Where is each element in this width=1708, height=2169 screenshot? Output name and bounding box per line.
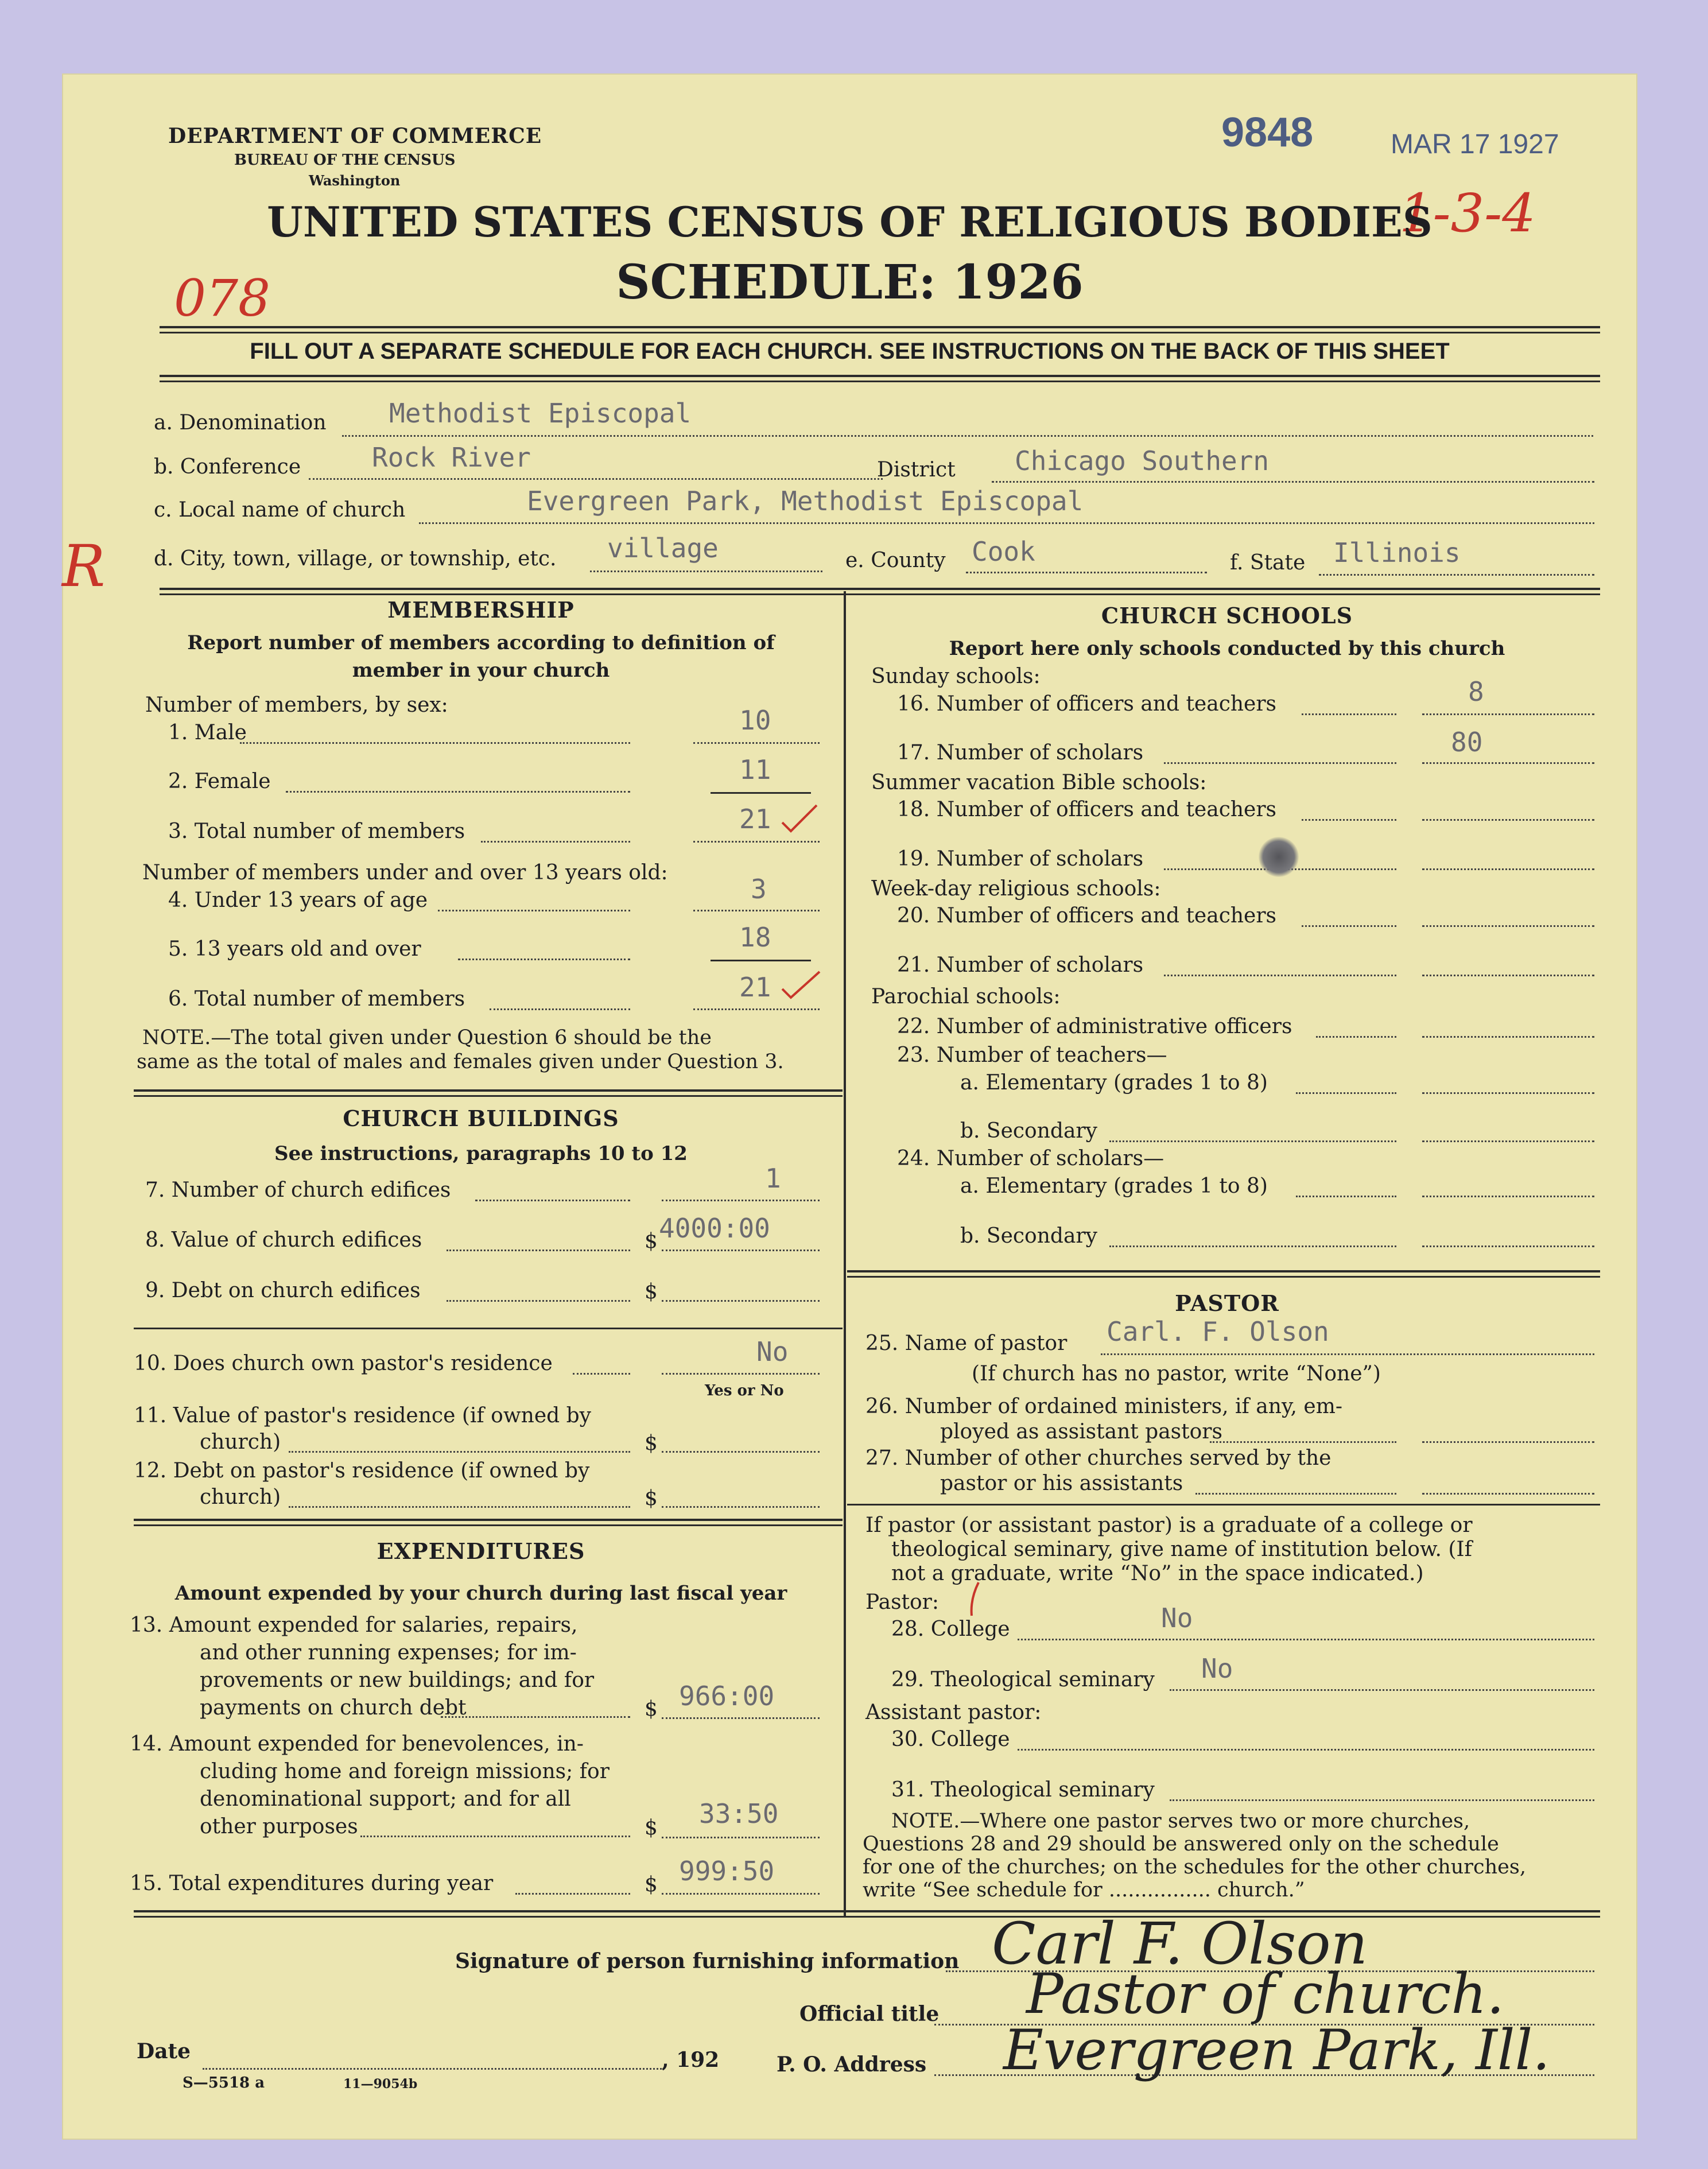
q16-dots <box>1302 713 1396 715</box>
q2-underline <box>711 792 811 794</box>
denomination-value[interactable]: Methodist Episcopal <box>389 398 692 429</box>
q9-rule <box>134 1328 843 1329</box>
q11-dollar: $ <box>645 1431 658 1455</box>
q14-line2: cluding home and foreign missions; for <box>200 1760 610 1783</box>
schools-sub: Report here only schools conducted by this church <box>949 637 1505 660</box>
q11-line <box>662 1451 820 1453</box>
denomination-line <box>342 435 1593 437</box>
q31-line <box>1170 1799 1594 1801</box>
q14-line3: denominational support; and for all <box>200 1787 571 1811</box>
official-title-label: Official title <box>799 2002 940 2026</box>
margin-r-mark: R <box>62 533 106 600</box>
q13-line3: provements or new buildings; and for <box>200 1669 595 1692</box>
q5-dots <box>458 959 630 960</box>
members-by-sex: Number of members, by sex: <box>145 693 448 717</box>
q11-dots <box>289 1451 630 1453</box>
q12-label-line1: 12. Debt on pastor's residence (if owned by <box>134 1459 590 1483</box>
graduate-note-line3: not a graduate, write “No” in the space indicated.) <box>891 1562 1424 1585</box>
q13-value[interactable]: 966:00 <box>679 1681 775 1712</box>
po-address-value[interactable]: Evergreen Park, Ill. <box>1003 2018 1550 2082</box>
city-type-value[interactable]: village <box>607 533 719 564</box>
q27-label-line1: 27. Number of other churches served by the <box>865 1446 1332 1470</box>
q12-dots <box>289 1506 630 1508</box>
q24b-label: b. Secondary <box>960 1224 1097 1248</box>
q14-value[interactable]: 33:50 <box>699 1798 779 1829</box>
state-value[interactable]: Illinois <box>1333 537 1461 568</box>
q2-value[interactable]: 11 <box>739 754 771 785</box>
bureau-label: BUREAU OF THE CENSUS <box>234 152 456 169</box>
q23b-line <box>1422 1140 1594 1142</box>
q13-line2: and other running expenses; for im- <box>200 1641 577 1664</box>
footer-rule <box>134 1910 1600 1918</box>
q8-line <box>662 1250 820 1251</box>
signature-label: Signature of person furnishing information <box>455 1949 960 1973</box>
q25-line <box>1101 1353 1594 1355</box>
q10-line <box>662 1373 820 1375</box>
q13-line4: payments on church debt <box>200 1696 467 1720</box>
q5-value[interactable]: 18 <box>739 922 771 953</box>
q22-dots <box>1316 1036 1396 1038</box>
q17-line <box>1422 762 1594 764</box>
graduate-note-line1: If pastor (or assistant pastor) is a graduate of a college or <box>865 1514 1473 1537</box>
q26-label-line2: ployed as assistant pastors <box>940 1420 1222 1444</box>
department-label: DEPARTMENT OF COMMERCE <box>168 124 542 148</box>
q7-line <box>662 1200 820 1201</box>
denomination-label: a. Denomination <box>154 411 327 434</box>
q2-dots <box>286 791 630 793</box>
pastor-sub-label: Pastor: <box>865 1590 940 1614</box>
instruction-line: FILL OUT A SEPARATE SCHEDULE FOR EACH CHURCH. SEE INSTRUCTIONS ON THE BACK OF THIS SHEET <box>250 339 1450 364</box>
q24a-dots <box>1296 1196 1396 1197</box>
q26-label-line1: 26. Number of ordained ministers, if any, em- <box>865 1395 1342 1418</box>
q9-line <box>662 1300 820 1302</box>
schedule-title: SCHEDULE: 1926 <box>616 255 1084 310</box>
q23a-line <box>1422 1092 1594 1094</box>
membership-heading: MEMBERSHIP <box>387 597 574 623</box>
q4-value[interactable]: 3 <box>751 874 767 905</box>
q20-line <box>1422 925 1594 927</box>
q7-label: 7. Number of church edifices <box>145 1178 451 1202</box>
q25-note: (If church has no pastor, write “None”) <box>972 1362 1381 1386</box>
q28-value[interactable]: No <box>1161 1603 1193 1633</box>
column-divider <box>844 591 846 1917</box>
assistant-pastor-label: Assistant pastor: <box>865 1701 1042 1724</box>
q25-label: 25. Name of pastor <box>865 1332 1068 1355</box>
conference-line <box>309 478 883 480</box>
q1-value[interactable]: 10 <box>739 705 771 736</box>
q14-line1: 14. Amount expended for benevolences, in- <box>130 1732 584 1756</box>
county-value[interactable]: Cook <box>972 536 1035 567</box>
district-label: District <box>877 458 956 482</box>
pastor-rule <box>847 1504 1600 1506</box>
q27-line <box>1422 1493 1594 1495</box>
q11-label-line2: church) <box>200 1430 281 1454</box>
q4-label: 4. Under 13 years of age <box>168 888 428 912</box>
q21-label: 21. Number of scholars <box>897 953 1144 977</box>
q6-label: 6. Total number of members <box>168 987 465 1011</box>
district-value[interactable]: Chicago Southern <box>1015 445 1270 476</box>
q24a-label: a. Elementary (grades 1 to 8) <box>960 1174 1268 1198</box>
q29-value[interactable]: No <box>1201 1653 1233 1684</box>
pastor-heading: PASTOR <box>1175 1290 1279 1316</box>
expenditures-sub: Amount expended by your church during last fiscal year <box>174 1582 787 1605</box>
membership-sub2: member in your church <box>352 659 610 682</box>
buildings-sub: See instructions, paragraphs 10 to 12 <box>274 1142 688 1165</box>
schools-rule <box>847 1270 1600 1278</box>
q9-label: 9. Debt on church edifices <box>145 1279 421 1302</box>
church-name-value[interactable]: Evergreen Park, Methodist Episcopal <box>527 486 1084 517</box>
q14-line4: other purposes <box>200 1815 358 1838</box>
q8-dollar: $ <box>645 1229 658 1253</box>
q29-line <box>1170 1689 1594 1691</box>
city-label: Washington <box>309 172 401 189</box>
q21-dots <box>1164 975 1396 976</box>
signature-value[interactable]: Carl F. Olson <box>992 1910 1368 1977</box>
city-type-label: d. City, town, village, or township, etc. <box>154 547 557 571</box>
q23-label: 23. Number of teachers— <box>897 1043 1167 1067</box>
q18-label: 18. Number of officers and teachers <box>897 798 1277 821</box>
q12-line <box>662 1506 820 1508</box>
form-number: 9848 <box>1221 110 1314 156</box>
q13-dollar: $ <box>645 1697 658 1721</box>
q7-dots <box>475 1200 630 1201</box>
q26-dots <box>1210 1441 1396 1443</box>
po-address-label: P. O. Address <box>777 2052 927 2077</box>
pastor-red-tick <box>966 1580 983 1620</box>
q13-dots <box>441 1716 630 1718</box>
identity-rule <box>160 588 1600 595</box>
pastor-note-line1: NOTE.—Where one pastor serves two or more churches, <box>891 1810 1470 1833</box>
q8-label: 8. Value of church edifices <box>145 1228 422 1252</box>
q10-dots <box>573 1373 630 1375</box>
pastor-note-line4: write “See schedule for ................ church.” <box>863 1879 1305 1902</box>
q11-label-line1: 11. Value of pastor's residence (if owned by <box>134 1404 592 1427</box>
expenditures-heading: EXPENDITURES <box>376 1538 585 1564</box>
ink-blot <box>1259 837 1299 877</box>
header-rule-top <box>160 326 1600 333</box>
q3-check-mark <box>779 802 820 837</box>
q7-value[interactable]: 1 <box>765 1163 781 1194</box>
q29-label: 29. Theological seminary <box>891 1668 1155 1691</box>
q3-value[interactable]: 21 <box>739 804 771 835</box>
header-rule-bottom <box>160 375 1600 382</box>
church-name-label: c. Local name of church <box>154 498 406 522</box>
census-schedule-sheet <box>62 73 1637 2140</box>
q23b-dots <box>1109 1140 1396 1142</box>
church-name-line <box>419 522 1594 524</box>
q15-value[interactable]: 999:50 <box>679 1856 775 1887</box>
age-intro: Number of members under and over 13 years old: <box>142 861 668 884</box>
date-line <box>203 2068 662 2070</box>
q1-label: 1. Male <box>168 721 247 744</box>
district-line <box>992 481 1594 483</box>
q3-label: 3. Total number of members <box>168 820 465 843</box>
q5-underline <box>711 960 811 961</box>
q1-line <box>693 742 820 744</box>
q3-line <box>693 841 820 843</box>
q17-dots <box>1164 762 1396 764</box>
q18-dots <box>1302 819 1396 821</box>
q4-line <box>693 910 820 911</box>
state-line <box>1319 574 1594 576</box>
county-line <box>966 572 1207 573</box>
membership-rule <box>134 1089 843 1097</box>
q15-dollar: $ <box>645 1873 658 1896</box>
q22-line <box>1422 1036 1594 1038</box>
pastor-note-line3: for one of the churches; on the schedules for the other churches, <box>863 1856 1526 1879</box>
q22-label: 22. Number of administrative officers <box>897 1015 1292 1038</box>
q10-value[interactable]: No <box>756 1336 789 1367</box>
q17-value[interactable]: 80 <box>1451 727 1483 758</box>
q26-line <box>1422 1441 1594 1443</box>
summer-schools-label: Summer vacation Bible schools: <box>871 771 1207 794</box>
q24-label: 24. Number of scholars— <box>897 1147 1164 1170</box>
q6-line <box>693 1008 820 1010</box>
q20-dots <box>1302 925 1396 927</box>
q2-label: 2. Female <box>168 770 271 793</box>
yes-no-caption: Yes or No <box>705 1382 784 1399</box>
county-label: e. County <box>845 549 946 572</box>
q27-dots <box>1195 1493 1396 1495</box>
schools-heading: CHURCH SCHOOLS <box>1101 603 1353 628</box>
q24a-line <box>1422 1196 1594 1197</box>
q13-line1: 13. Amount expended for salaries, repairs, <box>130 1613 578 1637</box>
red-code-annotation: 1-3-4 <box>1399 183 1536 244</box>
q4-dots <box>438 910 630 911</box>
weekday-schools-label: Week-day religious schools: <box>871 877 1161 901</box>
q23a-label: a. Elementary (grades 1 to 8) <box>960 1071 1268 1095</box>
q24b-dots <box>1109 1245 1396 1247</box>
q9-dots <box>447 1300 630 1302</box>
q15-label: 15. Total expenditures during year <box>130 1872 494 1895</box>
state-label: f. State <box>1230 551 1306 575</box>
q28-label: 28. College <box>891 1617 1010 1641</box>
q19-label: 19. Number of scholars <box>897 847 1144 871</box>
q3-dots <box>481 841 630 843</box>
graduate-note-line2: theological seminary, give name of institution below. (If <box>891 1538 1472 1561</box>
conference-label: b. Conference <box>154 455 301 479</box>
official-title-value[interactable]: Pastor of church. <box>1026 1962 1504 2026</box>
form-code: S—5518 a <box>183 2074 265 2092</box>
q19-line <box>1422 868 1594 870</box>
q30-label: 30. College <box>891 1728 1010 1751</box>
city-type-line <box>590 571 822 572</box>
date-label: Date <box>137 2039 191 2063</box>
red-id-annotation: 078 <box>174 269 270 328</box>
q30-line <box>1018 1749 1594 1751</box>
q17-label: 17. Number of scholars <box>897 741 1144 765</box>
q23a-dots <box>1296 1092 1396 1094</box>
q8-dots <box>447 1250 630 1251</box>
q6-dots <box>490 1008 630 1010</box>
q28-line <box>1018 1639 1594 1640</box>
q6-value[interactable]: 21 <box>739 972 771 1003</box>
q14-dots <box>360 1836 630 1837</box>
buildings-rule <box>134 1519 843 1526</box>
form-title: UNITED STATES CENSUS OF RELIGIOUS BODIES <box>267 197 1433 246</box>
parochial-schools-label: Parochial schools: <box>871 985 1061 1008</box>
q20-label: 20. Number of officers and teachers <box>897 904 1277 928</box>
q10-label: 10. Does church own pastor's residence <box>134 1352 553 1375</box>
membership-note-line2: same as the total of males and females given under Question 3. <box>137 1050 784 1073</box>
conference-value[interactable]: Rock River <box>372 442 531 473</box>
sunday-schools-label: Sunday schools: <box>871 665 1041 688</box>
q24b-line <box>1422 1245 1594 1247</box>
q16-line <box>1422 713 1594 715</box>
q16-value[interactable]: 8 <box>1468 676 1484 707</box>
q23b-label: b. Secondary <box>960 1119 1097 1143</box>
q5-label: 5. 13 years old and over <box>168 937 421 961</box>
pastor-note-line2: Questions 28 and 29 should be answered only on the schedule <box>863 1833 1499 1856</box>
received-stamp: MAR 17 1927 <box>1391 129 1559 160</box>
q12-dollar: $ <box>645 1487 658 1510</box>
q6-check-mark <box>779 969 822 1003</box>
q14-line <box>662 1837 820 1838</box>
q1-dots <box>240 742 630 744</box>
date-year-suffix: , 192 <box>662 2048 720 2072</box>
q16-label: 16. Number of officers and teachers <box>897 692 1277 716</box>
membership-sub1: Report number of members according to definition of <box>187 631 775 654</box>
q31-label: 31. Theological seminary <box>891 1778 1155 1802</box>
q8-value[interactable]: 4000:00 <box>659 1213 770 1244</box>
q13-line <box>662 1717 820 1719</box>
q15-dots <box>515 1893 630 1895</box>
membership-note-line1: NOTE.—The total given under Question 6 should be the <box>142 1026 712 1049</box>
q18-line <box>1422 819 1594 821</box>
q12-label-line2: church) <box>200 1485 281 1509</box>
q25-value[interactable]: Carl. F. Olson <box>1107 1316 1329 1347</box>
q14-dollar: $ <box>645 1816 658 1840</box>
q21-line <box>1422 975 1594 976</box>
q27-label-line2: pastor or his assistants <box>940 1472 1183 1495</box>
buildings-heading: CHURCH BUILDINGS <box>343 1105 619 1131</box>
q15-line <box>662 1893 820 1895</box>
print-code: 11—9054b <box>343 2077 418 2092</box>
q9-dollar: $ <box>645 1280 658 1303</box>
